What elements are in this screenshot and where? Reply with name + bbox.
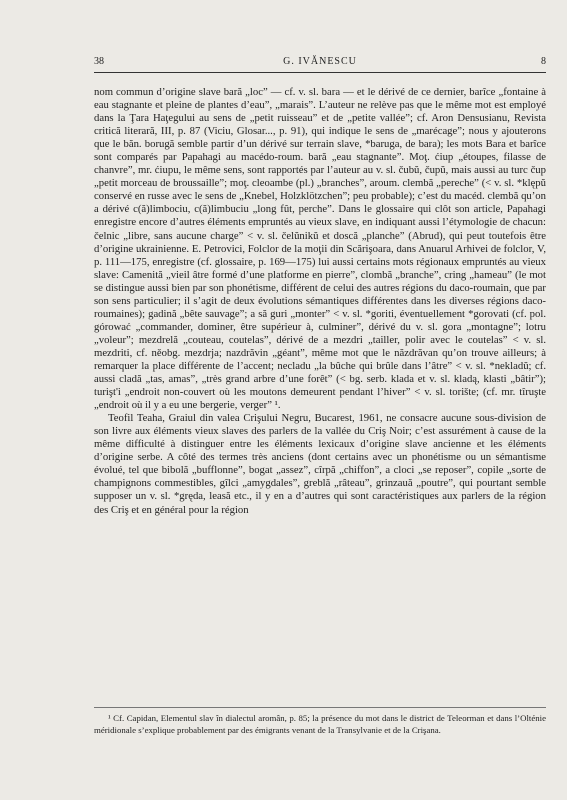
running-head: G. IVĂNESCU xyxy=(283,56,357,67)
section-number: 8 xyxy=(541,56,546,67)
paragraph: Teofil Teaha, Graiul din valea Crişului Negru, Bucarest, 1961, ne consacre aucune sous-division de son livre aux éléments vieux slaves des parlers de la vallée du Criş Noir; c’est assurément à cause de la même difficulté à distinguer entre les éléments lexicaux d’origine slave ancienne et les éléments d’origine serbe. A côté des termes très anciens (dont certains avec un phonétisme ou un sémantisme évolué, tel que bibolă „bufflonne”, bogat „assez”, cîrpă „chiffon”, a cloci „se reposer”, copile „sorte de champignons commestibles, gîlci „amygdales”, greblă „râteau”, grinzauă „poutre”, qui pourtant semble supposer un v. sl. *gręda, leasă etc., il y en a d’autres qui sont caractéristiques aux parlers de la région des Criş et en général pour la région xyxy=(94,412,546,516)
footnote: ¹ Cf. Capidan, Elementul slav în dialectul aromân, p. 85; la présence du mot dans le district de Teleorman et dans l’Olténie méridionale s’explique probablement par des émigrants venant de la Transylvanie et de la Crişana. xyxy=(94,713,546,735)
footnote-rule xyxy=(94,707,546,708)
page-number: 38 xyxy=(94,56,104,67)
paragraph: nom commun d’origine slave bară „loc” — cf. v. sl. bara — et le dérivé de ce dernier, barîce „fontaine à eau stagnante et pleine de plantes d’eau”, „marais”. L’auteur ne relève pas que le même mot est employé dans la Ţara Haţegului au sens de „petit ruisseau” et de „petite vallée”; cf. Aron Densusianu, Revista critică literară, III, p. 87 (Viciu, Glosar..., p. 91), qui indique le sens de „marécage”; nous y ajouterons que le băn. borugă semble partir d’un dérivé sur terrain slave, *baruga, de bara); les mots Bara et barîce sont comparés par Papahagi au macédo-roum. bară „eau stagnante”. Moţ. ćiup „étoupes, filasse de chanvre”, mr. ćiupu, le même sens, sont rapportés par l’auteur au v. sl. čubŭ, čupŭ, mais aussi au turc čup „petit morceau de broussaille”; moţ. cleoambe (pl.) „branches”, aroum. clembă „pereche” (< v. sl. *klępŭ conservé en russe avec le sens de „Knebel, Holzklötzchen”; peu probable); c’est du macéd. clembă qu’on a dérivé c(ă)limbociu, c(ă)limbuciu „long fût, perche”. Dans le glossaire qui clôt son article, Papahagi enregistre encore d’autres éléments empruntés au vieux slave, en indiquant aussi l’étymologie de chacun: čelnic „libre, sans aucune charge” < v. sl. čelŭnikŭ et doscă „planche” (Abrud), qui peut toutefois être d’origine ukrainienne. E. Petrovici, Folclor de la moţii din Scărişoara, dans Anuarul Arhivei de folclor, V, p. 111—175, enregistre (cf. glossaire, p. 169—175) lui aussi certains mots régionaux empruntés au vieux slave: Camenită „vieil âtre formé d’une platforme en pierre”, clombă „branche”, cring „hameau” (le mot se distingue aussi bien par son phonétisme, différent de celui des autres régions du daco-roumain, que par son sens particulier; il s’agit de deux évolutions sémantiques différentes dans les diverses régions daco-roumaines); gadină „bête sauvage”; a să guri „monter” < v. sl. *goriti, éventuellement *gorovati (cf. pol. górować „commander, dominer, être supérieur à, culminer”, dérivé du v. sl. gora „montagne”; lotru „voleur”; mezdrelă „couteau, coutelas”, dérivé de a mezdri „tailler, polir avec le coutelas” < v. sl. mezdriti, cf. něobg. mezdrja; nazdrăvin „géant”, même mot que le năzdrăvan qu’on trouve ailleurs; à remarquer la place différente de l’accent; necladu „la bûche qui brûle dans l’âtre” < v. sl. *nekladŭ; cf. aussi cladă „tas, amas”, „très grand arbre d’une forêt” (< bg. serb. klada et v. sl. kladą, klasti „bâtir”); turişt'i „endroit non-couvert où les moutons demeurent pendant l’hiver” < v. sl. torište; (cf. mr. tîruşte „endroit où il y a eu une bergerie, verger” ¹. xyxy=(94,86,546,412)
page-header xyxy=(94,56,546,70)
header-rule xyxy=(94,72,546,73)
body-text xyxy=(94,86,546,517)
